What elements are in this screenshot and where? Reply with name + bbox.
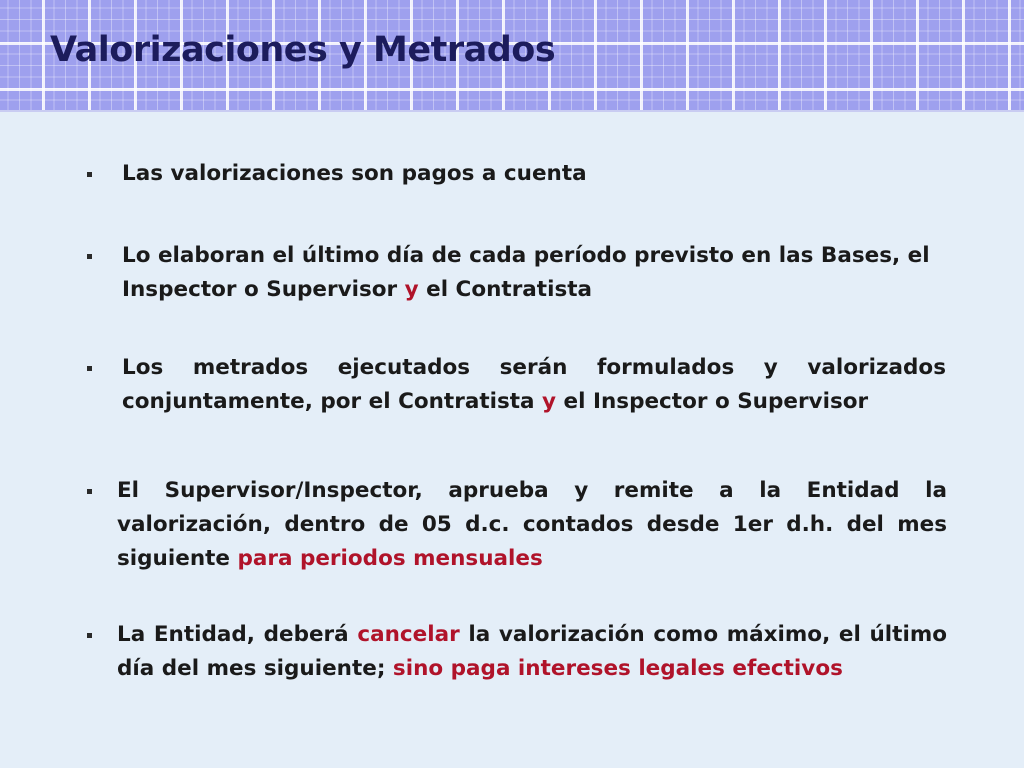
highlighted-text: y xyxy=(404,277,419,302)
slide-title: Valorizaciones y Metrados xyxy=(50,30,556,70)
bullet-item xyxy=(122,351,946,419)
bullet-text-part: Lo elaboran el último día de cada período previsto en las Bases, el Inspector o Supervisor xyxy=(122,243,930,302)
bullet-text-part: Las valorizaciones son pagos a cuenta xyxy=(122,161,587,186)
bullet-marker-icon xyxy=(87,254,92,259)
bullet-text xyxy=(122,351,946,419)
bullet-text-part: Los metrados ejecutados serán formulados y valorizados conjuntamente, por el Contratista xyxy=(122,355,946,414)
bullet-item xyxy=(122,157,946,191)
bullet-text-part: La Entidad, deberá xyxy=(117,622,358,647)
bullet-text xyxy=(117,618,947,686)
bullet-item xyxy=(117,474,947,576)
bullet-text-part: el Contratista xyxy=(418,277,593,302)
bullet-text xyxy=(122,157,946,191)
bullet-item xyxy=(117,618,947,686)
highlighted-text: sino paga intereses legales efectivos xyxy=(392,656,843,681)
highlighted-text: cancelar xyxy=(357,622,460,647)
bullet-marker-icon xyxy=(87,489,92,494)
highlighted-text: y xyxy=(542,389,557,414)
bullet-text-part: El Supervisor/Inspector, aprueba y remite a la Entidad la valorización, dentro de 05 d.c. contados desde 1er d.h. del mes siguiente xyxy=(117,478,947,571)
bullet-text xyxy=(122,239,946,307)
bullet-text xyxy=(117,474,947,576)
bullet-item xyxy=(122,239,946,307)
bullet-marker-icon xyxy=(87,633,92,638)
bullet-text-part: el Inspector o Supervisor xyxy=(556,389,869,414)
bullet-marker-icon xyxy=(87,172,92,177)
bullet-marker-icon xyxy=(87,366,92,371)
highlighted-text: para periodos mensuales xyxy=(237,546,543,571)
bullet-text-part: la valorización como máximo, el último día del mes siguiente; xyxy=(117,622,947,681)
